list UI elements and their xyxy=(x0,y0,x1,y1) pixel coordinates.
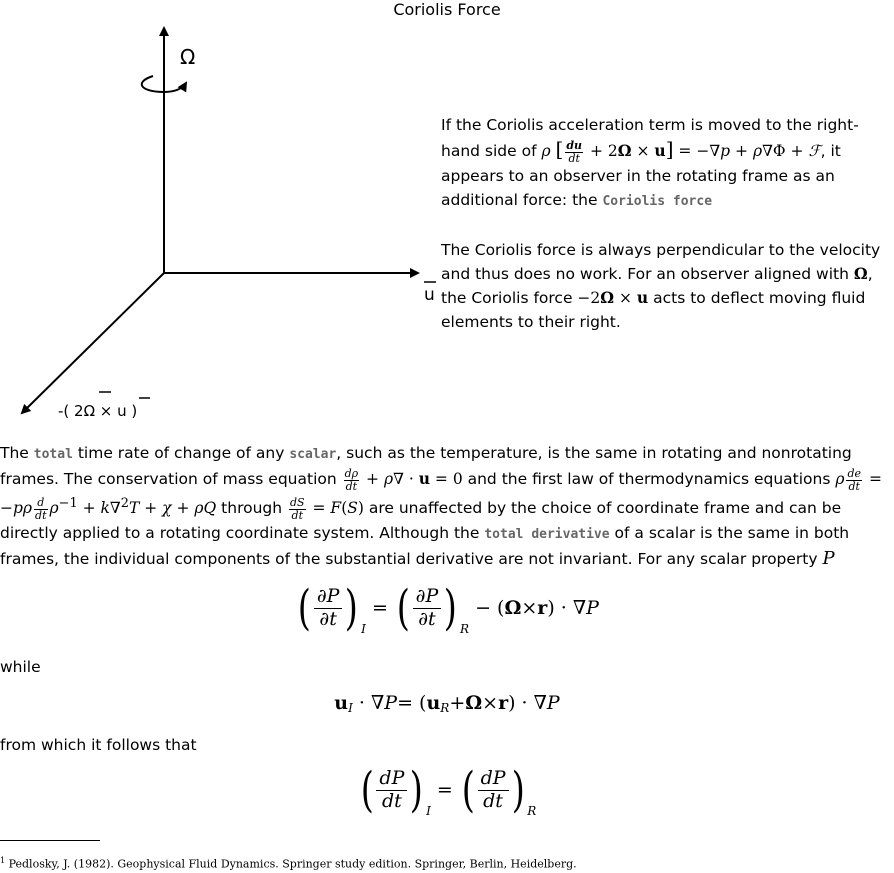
equation-advection: u I · ∇ P = ( u R + Ω × r ) · ∇ P xyxy=(334,692,560,715)
coriolis-diagram xyxy=(0,20,435,450)
omega-label: Ω xyxy=(180,45,196,69)
code-total: total xyxy=(33,447,73,462)
velocity-label: u xyxy=(424,285,435,305)
coriolis-axis xyxy=(22,273,164,413)
coriolis-explanation xyxy=(441,113,893,334)
label-follows: from which it follows that xyxy=(0,736,197,754)
scalar-derivative-paragraph: The total time rate of change of any scalar, such as the temperature, is the same in rotating and nonrotating frames. The conservation of mass equation $\frac{d\rho}{dt}$ + ρ∇ · u = 0 and the first law of thermodynamics equations ρ $\frac{de}{dt}$ = −pρ $\frac{d}{dt}$ $\rho^{-1} + k\nabla^2T + \chi + \rho Q$ through $\frac{dS}{dt}$ = F(S) are unaffected by the choice of coordinate frame and can be directly applied to a rotating coordinate system. Although the total derivative of a scalar is the same in both frames, the individual components of the substantial derivative are not invariant. For any scalar property P xyxy=(0,444,882,570)
code-coriolis-force: Coriolis force xyxy=(602,194,713,210)
code-scalar: scalar xyxy=(289,447,337,462)
paragraph-perpendicular: The Coriolis force is always perpendicular to the velocity and thus does no work. For an observer aligned with Ω, the Coriolis force −2Ω × u acts to deflect moving fluid elements to their right. xyxy=(441,241,881,332)
code-total-derivative: total derivative xyxy=(484,527,610,543)
label-while: while xyxy=(0,658,41,676)
equation-partial-derivative: ( ∂P ∂t ) I = ( ∂P ∂t ) R − ( Ω × r ) · ∇ P xyxy=(297,580,599,636)
paragraph-coriolis-term: If the Coriolis acceleration term is moved to the right-hand side of ρ [ $\frac{du}{dt}$ + 2Ω × u] = −∇p + ρ∇Φ + ℱ, it appears to an observer in the rotating frame as an additional force: the Coriolis force xyxy=(441,116,859,210)
equation-total-derivative: ( dP dt ) I = ( dP dt ) R xyxy=(360,762,537,818)
footnote-divider xyxy=(0,840,100,841)
footnote: $^1$ Pedlosky, J. (1982). Geophysical Fluid Dynamics. Springer study edition. Springer, Berlin, Heidelberg. xyxy=(0,856,577,871)
page-title: Coriolis Force xyxy=(393,0,501,19)
coriolis-label: -( 2Ω × u ) xyxy=(58,402,138,420)
